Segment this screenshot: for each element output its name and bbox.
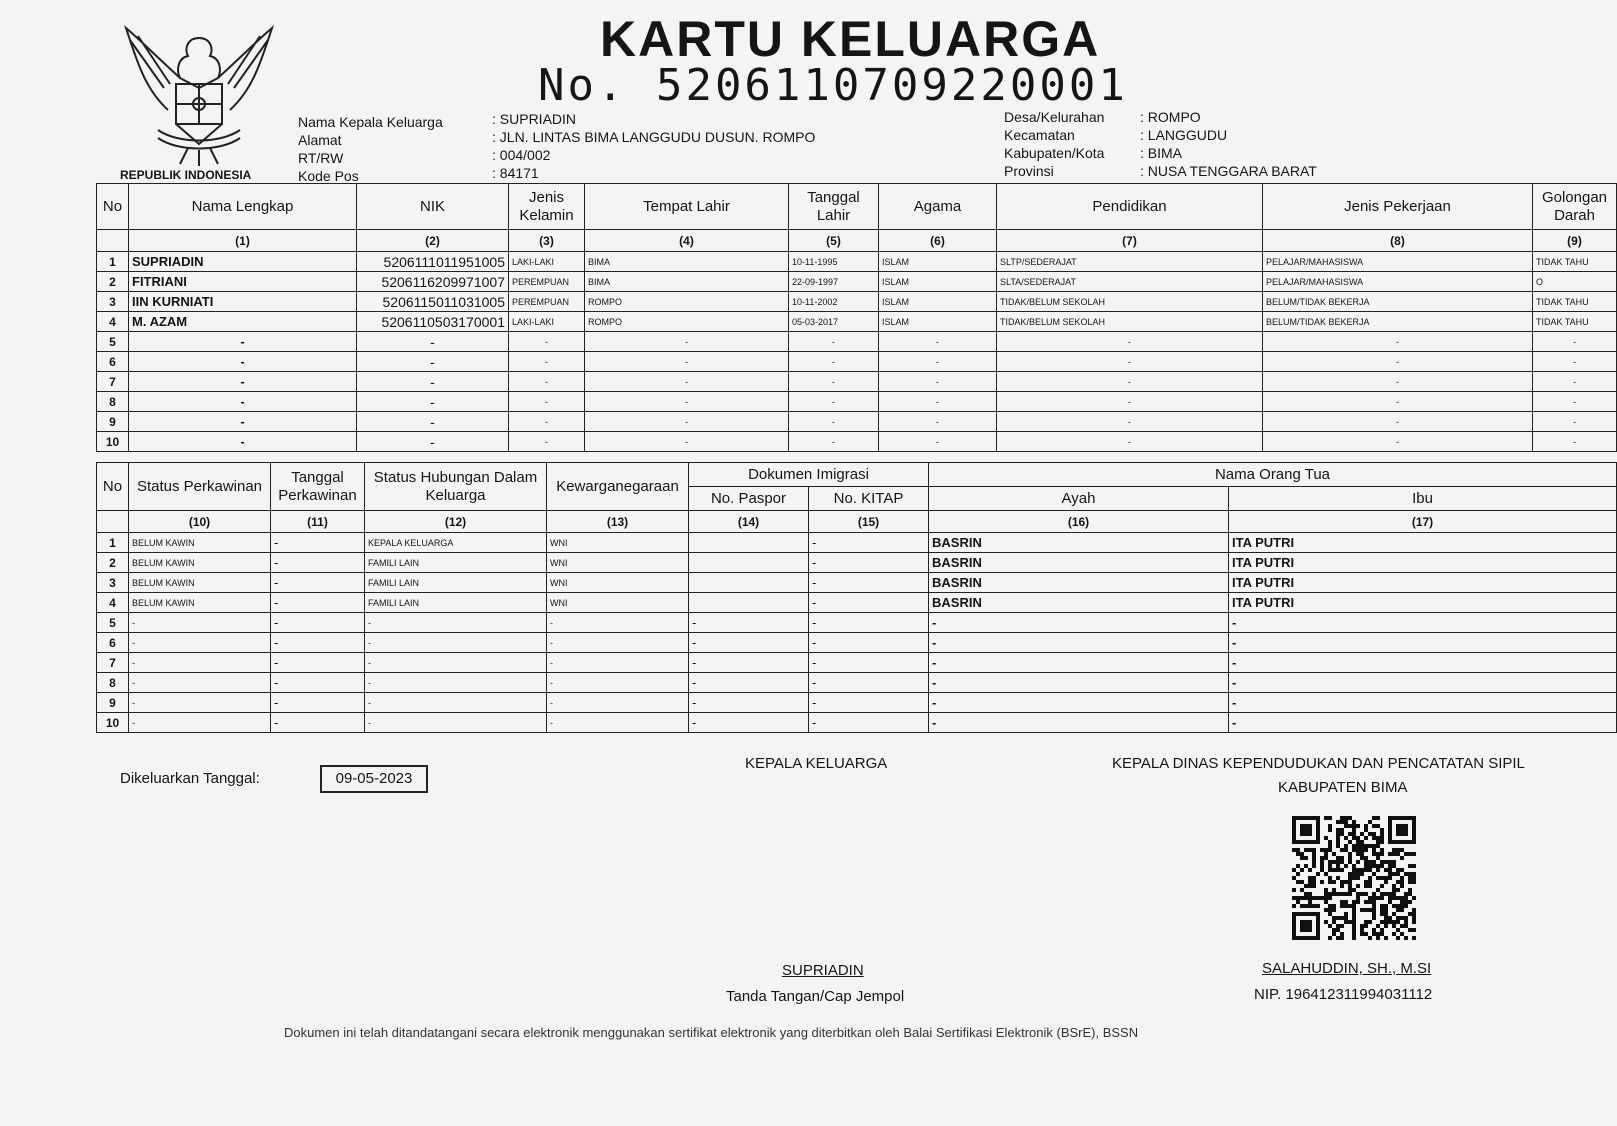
table-cell: - <box>879 332 997 352</box>
table-cell: - <box>789 372 879 392</box>
signature-caption: Tanda Tangan/Cap Jempol <box>726 988 905 1005</box>
table-cell: - <box>929 673 1229 693</box>
col-religion: Agama <box>879 184 997 230</box>
table-cell: - <box>271 533 365 553</box>
table-cell: - <box>509 352 585 372</box>
table-cell: M. AZAM <box>129 312 357 332</box>
head-of-family-title: KEPALA KELUARGA <box>745 755 888 772</box>
table-cell: - <box>357 332 509 352</box>
table-cell: - <box>585 392 789 412</box>
table-row <box>97 412 1617 432</box>
issued-label: Dikeluarkan Tanggal: <box>120 770 260 787</box>
table-cell: - <box>1533 392 1617 412</box>
label-village: Desa/Kelurahan <box>1004 109 1105 125</box>
table-cell: 2 <box>97 272 129 292</box>
table-cell: TIDAK/BELUM SEKOLAH <box>997 292 1263 312</box>
table-cell: - <box>129 633 271 653</box>
table-cell: 5206115011031005 <box>357 292 509 312</box>
table-cell: - <box>809 553 929 573</box>
table-cell: 4 <box>97 312 129 332</box>
col-nik: NIK <box>357 184 509 230</box>
label-postal-code: Kode Pos <box>298 168 359 184</box>
table-cell: BASRIN <box>929 553 1229 573</box>
table-cell: FAMILI LAIN <box>365 573 547 593</box>
table-row <box>97 593 1617 613</box>
table-cell: 7 <box>97 653 129 673</box>
table-cell: - <box>789 392 879 412</box>
table-cell: - <box>365 713 547 733</box>
table-row <box>97 432 1617 452</box>
table-cell: - <box>1229 613 1617 633</box>
table-cell: - <box>129 332 357 352</box>
table-cell: - <box>929 713 1229 733</box>
table-row <box>97 252 1617 272</box>
table-cell: SLTP/SEDERAJAT <box>997 252 1263 272</box>
table-row <box>97 673 1617 693</box>
info-left-values <box>492 110 815 182</box>
index-13: (13) <box>547 511 689 533</box>
table-cell: - <box>271 553 365 573</box>
family-card-number: No. 5206110709220001 <box>538 60 1128 111</box>
table-cell: IIN KURNIATI <box>129 292 357 312</box>
index-9: (9) <box>1533 230 1617 252</box>
table-cell: - <box>365 693 547 713</box>
table-cell: BELUM KAWIN <box>129 573 271 593</box>
table-cell: - <box>357 412 509 432</box>
table-cell: - <box>809 573 929 593</box>
table-cell: - <box>809 673 929 693</box>
value-province: : NUSA TENGGARA BARAT <box>1140 163 1317 179</box>
table-row <box>97 372 1617 392</box>
table-cell: - <box>365 673 547 693</box>
table-cell: - <box>809 653 929 673</box>
table-cell: ITA PUTRI <box>1229 573 1617 593</box>
table-cell: - <box>1533 332 1617 352</box>
index-14: (14) <box>689 511 809 533</box>
table-row <box>97 392 1617 412</box>
index-12: (12) <box>365 511 547 533</box>
table-cell: BELUM KAWIN <box>129 553 271 573</box>
table-row <box>97 332 1617 352</box>
table-cell: - <box>997 392 1263 412</box>
official-name: SALAHUDDIN, SH., M.SI <box>1262 960 1432 977</box>
table-cell: 2 <box>97 553 129 573</box>
table-cell: BELUM/TIDAK BEKERJA <box>1263 292 1533 312</box>
value-postal-code: : 84171 <box>492 165 539 181</box>
index-16: (16) <box>929 511 1229 533</box>
table-cell: SLTA/SEDERAJAT <box>997 272 1263 292</box>
table-cell: - <box>929 653 1229 673</box>
table-cell: O <box>1533 272 1617 292</box>
members-table <box>96 183 1617 452</box>
index-7: (7) <box>997 230 1263 252</box>
table-cell: - <box>1263 372 1533 392</box>
table-cell: WNI <box>547 593 689 613</box>
table-cell: - <box>879 432 997 452</box>
table-cell: TIDAK TAHU <box>1533 312 1617 332</box>
table-cell: - <box>129 673 271 693</box>
table-cell: BASRIN <box>929 593 1229 613</box>
table-cell: - <box>789 412 879 432</box>
col-marriage-date: Tanggal Perkawinan <box>271 463 365 511</box>
value-regency: : BIMA <box>1140 145 1183 161</box>
index-5: (5) <box>789 230 879 252</box>
table-cell: - <box>1263 412 1533 432</box>
col-mother: Ibu <box>1229 487 1617 511</box>
col-family-relation: Status Hubungan Dalam Keluarga <box>365 463 547 511</box>
info-left-labels <box>298 113 443 185</box>
col-full-name: Nama Lengkap <box>129 184 357 230</box>
table-cell: - <box>129 432 357 452</box>
table-cell: PEREMPUAN <box>509 272 585 292</box>
table-cell: - <box>357 392 509 412</box>
table-cell: - <box>1229 673 1617 693</box>
table-cell: - <box>1263 332 1533 352</box>
table-cell: - <box>365 653 547 673</box>
table-cell: - <box>357 432 509 452</box>
table-cell: - <box>1533 432 1617 452</box>
table-cell: - <box>1533 352 1617 372</box>
col2-no: No <box>97 463 129 511</box>
table-cell: - <box>547 653 689 673</box>
table-cell: SUPRIADIN <box>129 252 357 272</box>
table-row <box>97 533 1617 553</box>
index-6: (6) <box>879 230 997 252</box>
index-4: (4) <box>585 230 789 252</box>
table-cell: BELUM KAWIN <box>129 533 271 553</box>
table-cell <box>689 573 809 593</box>
table-cell: TIDAK TAHU <box>1533 292 1617 312</box>
col-parents: Nama Orang Tua <box>929 463 1617 487</box>
table-cell: 6 <box>97 352 129 372</box>
table-cell: - <box>585 412 789 432</box>
table-cell: - <box>1263 392 1533 412</box>
table-row <box>97 272 1617 292</box>
table-cell: - <box>509 412 585 432</box>
table-cell: - <box>129 392 357 412</box>
table-cell: 10 <box>97 432 129 452</box>
table-cell: FAMILI LAIN <box>365 593 547 613</box>
table-cell: - <box>1229 693 1617 713</box>
table-cell: WNI <box>547 553 689 573</box>
table-cell: - <box>689 693 809 713</box>
table-cell: - <box>129 613 271 633</box>
table-cell: - <box>689 713 809 733</box>
table-cell: ITA PUTRI <box>1229 533 1617 553</box>
table-cell: 8 <box>97 392 129 412</box>
table-cell: - <box>997 432 1263 452</box>
electronic-signature-note: Dokumen ini telah ditandatangani secara elektronik menggunakan sertifikat elektronik yang diterbitkan oleh Balai Sertifikasi Elektronik (BSrE), BSSN <box>284 1025 1139 1040</box>
value-district: : LANGGUDU <box>1140 127 1228 143</box>
table-cell: - <box>271 653 365 673</box>
table-cell: 7 <box>97 372 129 392</box>
table-cell: - <box>509 372 585 392</box>
value-village: : ROMPO <box>1140 109 1201 125</box>
table-cell: - <box>1533 372 1617 392</box>
emblem-caption: REPUBLIK INDONESIA <box>120 168 252 182</box>
table-row <box>97 292 1617 312</box>
info-right-labels <box>1004 108 1104 180</box>
table-cell: - <box>789 432 879 452</box>
table-cell: - <box>689 633 809 653</box>
table-cell: - <box>879 392 997 412</box>
qr-code-icon <box>1292 816 1416 940</box>
table-cell: - <box>547 713 689 733</box>
col-birthplace: Tempat Lahir <box>585 184 789 230</box>
table-cell: - <box>1229 653 1617 673</box>
table-cell: - <box>271 693 365 713</box>
info-right-values <box>1140 108 1317 180</box>
table-cell: - <box>879 372 997 392</box>
table-row <box>97 633 1617 653</box>
table-cell: 5206116209971007 <box>357 272 509 292</box>
table-cell: - <box>585 432 789 452</box>
table-cell: PELAJAR/MAHASISWA <box>1263 252 1533 272</box>
table-cell: ISLAM <box>879 292 997 312</box>
label-regency: Kabupaten/Kota <box>1004 145 1105 161</box>
table-cell: - <box>509 432 585 452</box>
table-cell: 3 <box>97 292 129 312</box>
index-blank <box>97 230 129 252</box>
table-cell: - <box>997 412 1263 432</box>
office-title: KEPALA DINAS KEPENDUDUKAN DAN PENCATATAN SIPIL <box>1112 755 1525 772</box>
table-cell: - <box>1263 432 1533 452</box>
issued-date: 09-05-2023 <box>320 765 428 793</box>
table-row <box>97 713 1617 733</box>
table-cell: - <box>1229 713 1617 733</box>
table-cell: - <box>1229 633 1617 653</box>
table-cell: - <box>689 673 809 693</box>
table-cell: - <box>1533 412 1617 432</box>
table-cell: - <box>929 693 1229 713</box>
col-education: Pendidikan <box>997 184 1263 230</box>
table-cell: - <box>365 633 547 653</box>
table-cell: - <box>129 713 271 733</box>
office-region: KABUPATEN BIMA <box>1278 779 1408 796</box>
official-nip: NIP. 196412311994031112 <box>1254 986 1433 1003</box>
head-of-family-name: SUPRIADIN <box>782 962 864 979</box>
table-cell: ISLAM <box>879 312 997 332</box>
table-cell: ISLAM <box>879 272 997 292</box>
col-father: Ayah <box>929 487 1229 511</box>
table-cell: - <box>689 653 809 673</box>
table-cell: TIDAK/BELUM SEKOLAH <box>997 312 1263 332</box>
table-cell: LAKI-LAKI <box>509 312 585 332</box>
table-cell: - <box>585 332 789 352</box>
col-blood-type: Golongan Darah <box>1533 184 1617 230</box>
table-cell: 9 <box>97 412 129 432</box>
table-cell: - <box>509 392 585 412</box>
col-gender: Jenis Kelamin <box>509 184 585 230</box>
table-cell <box>689 553 809 573</box>
index2-blank <box>97 511 129 533</box>
table-cell: - <box>547 693 689 713</box>
index-1: (1) <box>129 230 357 252</box>
col-citizenship: Kewarganegaraan <box>547 463 689 511</box>
table-cell: - <box>997 352 1263 372</box>
table-cell: 4 <box>97 593 129 613</box>
table-cell: - <box>129 412 357 432</box>
table-cell: 10 <box>97 713 129 733</box>
label-address: Alamat <box>298 132 342 148</box>
table-cell: BELUM/TIDAK BEKERJA <box>1263 312 1533 332</box>
table-cell: - <box>789 332 879 352</box>
table-cell: - <box>129 372 357 392</box>
table-cell: 8 <box>97 673 129 693</box>
col-marital-status: Status Perkawinan <box>129 463 271 511</box>
table-cell: - <box>809 693 929 713</box>
table-cell: 05-03-2017 <box>789 312 879 332</box>
table-cell: PELAJAR/MAHASISWA <box>1263 272 1533 292</box>
table-cell: - <box>809 533 929 553</box>
table-cell: - <box>689 613 809 633</box>
table-cell: - <box>929 613 1229 633</box>
table-cell: - <box>271 613 365 633</box>
table-cell: BIMA <box>585 252 789 272</box>
table-cell: - <box>585 352 789 372</box>
index-10: (10) <box>129 511 271 533</box>
table-cell: - <box>271 713 365 733</box>
col-passport-no: No. Paspor <box>689 487 809 511</box>
table-cell: - <box>809 613 929 633</box>
col-immigration-docs: Dokumen Imigrasi <box>689 463 929 487</box>
index-3: (3) <box>509 230 585 252</box>
index-17: (17) <box>1229 511 1617 533</box>
table-cell: ITA PUTRI <box>1229 593 1617 613</box>
table-cell: - <box>357 372 509 392</box>
table-cell: - <box>547 673 689 693</box>
table-cell: 5 <box>97 613 129 633</box>
table-cell: 5 <box>97 332 129 352</box>
table-cell: - <box>271 673 365 693</box>
table-row <box>97 312 1617 332</box>
table-cell: WNI <box>547 573 689 593</box>
table-cell: - <box>129 352 357 372</box>
table-cell: - <box>357 352 509 372</box>
col-no: No <box>97 184 129 230</box>
table-cell: ISLAM <box>879 252 997 272</box>
table-cell: ROMPO <box>585 312 789 332</box>
table-cell: - <box>365 613 547 633</box>
value-address: : JLN. LINTAS BIMA LANGGUDU DUSUN. ROMPO <box>492 129 816 145</box>
table-cell: 5206110503170001 <box>357 312 509 332</box>
table-cell: - <box>997 372 1263 392</box>
label-head-of-family: Nama Kepala Keluarga <box>298 114 443 130</box>
table-cell: - <box>129 653 271 673</box>
col-kitap-no: No. KITAP <box>809 487 929 511</box>
table-cell: - <box>809 633 929 653</box>
table-cell: 22-09-1997 <box>789 272 879 292</box>
label-province: Provinsi <box>1004 163 1054 179</box>
table-cell: BIMA <box>585 272 789 292</box>
table-cell: 9 <box>97 693 129 713</box>
label-district: Kecamatan <box>1004 127 1075 143</box>
table-cell: 1 <box>97 252 129 272</box>
table-row <box>97 653 1617 673</box>
table-cell: 1 <box>97 533 129 553</box>
table-cell: - <box>585 372 789 392</box>
table-cell: BASRIN <box>929 533 1229 553</box>
value-head-of-family: : SUPRIADIN <box>492 111 577 127</box>
table-cell: - <box>1263 352 1533 372</box>
table-cell <box>689 533 809 553</box>
civil-status-table <box>96 462 1617 733</box>
table-cell: 10-11-1995 <box>789 252 879 272</box>
index-15: (15) <box>809 511 929 533</box>
table-cell: - <box>929 633 1229 653</box>
table-cell: - <box>129 693 271 713</box>
table-cell: - <box>879 352 997 372</box>
table-cell: - <box>879 412 997 432</box>
table-cell: WNI <box>547 533 689 553</box>
value-rt-rw: : 004/002 <box>492 147 551 163</box>
table-row <box>97 352 1617 372</box>
index-2: (2) <box>357 230 509 252</box>
table-cell: - <box>809 713 929 733</box>
table-cell: - <box>547 633 689 653</box>
table-row <box>97 613 1617 633</box>
table-cell: 10-11-2002 <box>789 292 879 312</box>
table-cell: - <box>547 613 689 633</box>
table-row <box>97 553 1617 573</box>
label-rt-rw: RT/RW <box>298 150 344 166</box>
table-cell: 3 <box>97 573 129 593</box>
col-birthdate: Tanggal Lahir <box>789 184 879 230</box>
table-cell: ITA PUTRI <box>1229 553 1617 573</box>
table-cell: - <box>271 593 365 613</box>
table-cell: 6 <box>97 633 129 653</box>
col-occupation: Jenis Pekerjaan <box>1263 184 1533 230</box>
table-row <box>97 693 1617 713</box>
table-cell: - <box>789 352 879 372</box>
index-11: (11) <box>271 511 365 533</box>
table-cell: 5206111011951005 <box>357 252 509 272</box>
table-cell: BASRIN <box>929 573 1229 593</box>
table-cell: KEPALA KELUARGA <box>365 533 547 553</box>
table-cell <box>689 593 809 613</box>
table-cell: TIDAK TAHU <box>1533 252 1617 272</box>
table-cell: BELUM KAWIN <box>129 593 271 613</box>
table-cell: ROMPO <box>585 292 789 312</box>
table-cell: FAMILI LAIN <box>365 553 547 573</box>
table-cell: LAKI-LAKI <box>509 252 585 272</box>
document-title: KARTU KELUARGA <box>600 11 1101 67</box>
table-cell: - <box>509 332 585 352</box>
table-cell: - <box>271 573 365 593</box>
index-8: (8) <box>1263 230 1533 252</box>
table-row <box>97 573 1617 593</box>
table-cell: FITRIANI <box>129 272 357 292</box>
garuda-emblem-icon <box>118 18 280 168</box>
table-cell: - <box>271 633 365 653</box>
table-cell: - <box>809 593 929 613</box>
table-cell: - <box>997 332 1263 352</box>
table-cell: PEREMPUAN <box>509 292 585 312</box>
